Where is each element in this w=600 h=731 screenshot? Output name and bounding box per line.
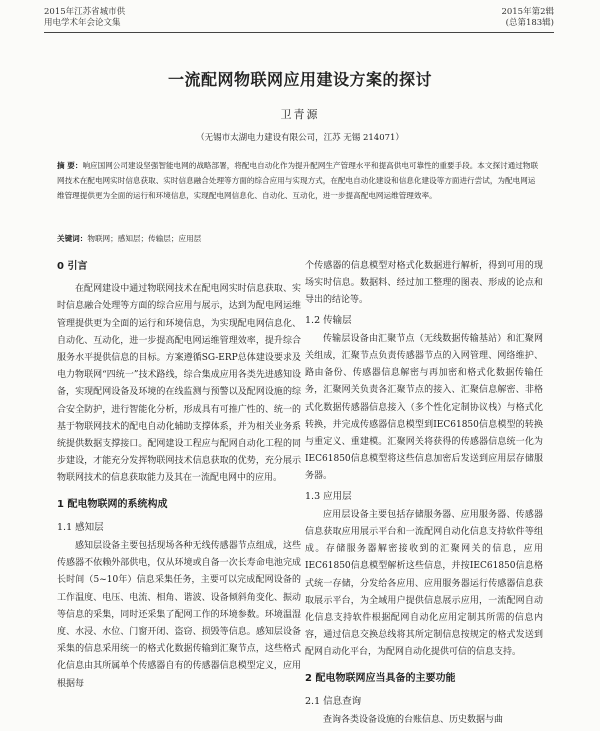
keywords-text: 物联网；感知层；传输层；应用层	[87, 234, 202, 243]
section-1-2-heading: 1.2 传输层	[305, 314, 352, 326]
section-1-3-heading: 1.3 应用层	[305, 490, 352, 502]
abstract-label: 摘 要：	[57, 161, 83, 170]
running-header-left	[44, 7, 125, 29]
paper-title: 一流配网物联网应用建设方案的探讨	[167, 70, 432, 89]
running-header-right	[501, 7, 554, 29]
header-left-line1: 2015年江苏省城市供	[44, 7, 126, 17]
section-2-1-heading: 2.1 信息查询	[305, 695, 362, 707]
section-0-heading: 0 引言	[57, 261, 88, 272]
header-rule	[44, 32, 554, 33]
author: 卫青源	[280, 108, 320, 121]
section-1-1-heading: 1.1 感知层	[57, 521, 104, 533]
keywords	[57, 232, 540, 245]
header-right-line1: 2015年第2辑	[501, 7, 554, 17]
abstract-text: 响应国网公司建设坚强智能电网的战略部署，将配电自动化作为提升配网生产管理水平和提高供电可靠性的重要手段。本文探讨通过物联网技术在配电网实时信息获取、实时信息融合处理等方面的综合应用与实现方式，在配电自动化建设和信息化建设等方面进行尝试，为配电网运维管理提供更为全面的运行和环境信息，实现配电网信息化、自动化、互动化，进一步提高配电网运维管理效率。	[57, 161, 539, 200]
section-1-2-paragraph: 传输层设备由汇聚节点（无线数据传输基站）和汇聚网关组成，汇聚节点负责传感器节点的入网管理、网络维护、路由备份、传感器信息解密与再加密和格式化数据传输任务，汇聚网关负责各汇聚节点的接入、汇聚信息解密、非格式化数据传感器信息接入（多个性化定制协议栈）与格式化转换，并完成传感器信息模型到IEC61850信息模型的转换与重定义、重建模。汇聚网关将获得的传感器信息统一化为IEC61850信息模型将这些信息加密后发送到应用层存储服务器。	[305, 333, 543, 482]
section-1-1-paragraph: 感知层设备主要包括现场各种无线传感器节点组成，这些传感器不依赖外部供电，仅从环境或自备一次长寿命电池完成长时间（5~10年）信息采集任务，主要可以完成配网设备的工作温度、电压、电流、相角、谐波、设备倾斜角变化、振动等信息的采集，同时还采集了配网工作的环境参数。环境温湿度、水浸、水位、门窗开闭、盗窃、损毁等信息。感知层设备采集的信息采用统一的格式化数据传输到汇聚节点，这些格式化信息由其所属单个传感器自有的传感器信息模型定义，应用根据每	[57, 541, 301, 689]
abstract	[57, 158, 540, 203]
right-column	[305, 258, 543, 729]
affiliation: （无锡市太湖电力建设有限公司，江苏 无锡 214071）	[196, 133, 404, 143]
left-column	[57, 258, 301, 693]
section-1-heading: 1 配电物联网的系统构成	[57, 498, 168, 510]
keywords-label: 关键词：	[57, 234, 88, 243]
section-2-heading: 2 配电物联网应当具备的主要功能	[305, 672, 456, 684]
continued-paragraph: 个传感器的信息模型对格式化数据进行解析，得到可用的现场实时信息。数据料、经过加工整理的图表、形成的论点和导出的结论等。	[305, 261, 543, 306]
section-2-1-paragraph: 查询各类设备设施的台账信息、历史数据与曲	[323, 715, 504, 726]
header-right-line2: (总第183辑)	[505, 18, 554, 28]
section-1-3-paragraph: 应用层设备主要包括存储服务器、应用服务器、传感器信息获取应用展示平台和一流配网自动化信息支持软件等组成。存储服务器解密接收到的汇聚网关的信息，应用IEC61850信息模型解析这些信息，并按IEC61850信息格式统一存储，分发给各应用、应用服务器运行传感器信息获取展示平台，为全域用户提供信息展示应用，一流配网自动化信息支持软件根据配网自动化应用定制其所需的信息内容，通过信息交换总线将其所定制信息按规定的格式发送到配网自动化平台，为配网自动化提供可信的信息支持。	[305, 509, 543, 658]
section-0-paragraph: 在配网建设中通过物联网技术在配电网实时信息获取、实时信息融合处理等方面的综合应用与展示，达到为配电网运维管理提供更为全面的运行和环境信息，为实现配电网信息化、自动化、互动化，进一步提高配电网运维管理效率，提升综合服务水平提供信息的目标。方案遵循SG-ERP总体建设要求及电力物联网“四统一”技术路线，综合集成应用各类先进感知设备，实现配网设备及环境的在线监测与预警以及配网设施的综合安全防护，进行智能化分析，形成具有可推广性的、统一的基于物联网技术的配电自动化辅助支撑体系，并为相关业务系统提供数据支撑接口。配网建设工程应与配网自动化工程的同步建设，才能充分发挥物联网技术信息获取的优势，充分展示物联网技术的信息获取能力及其在一流配电网中的应用。	[57, 284, 301, 484]
header-left-line2: 用电学术年会论文集	[44, 18, 121, 28]
